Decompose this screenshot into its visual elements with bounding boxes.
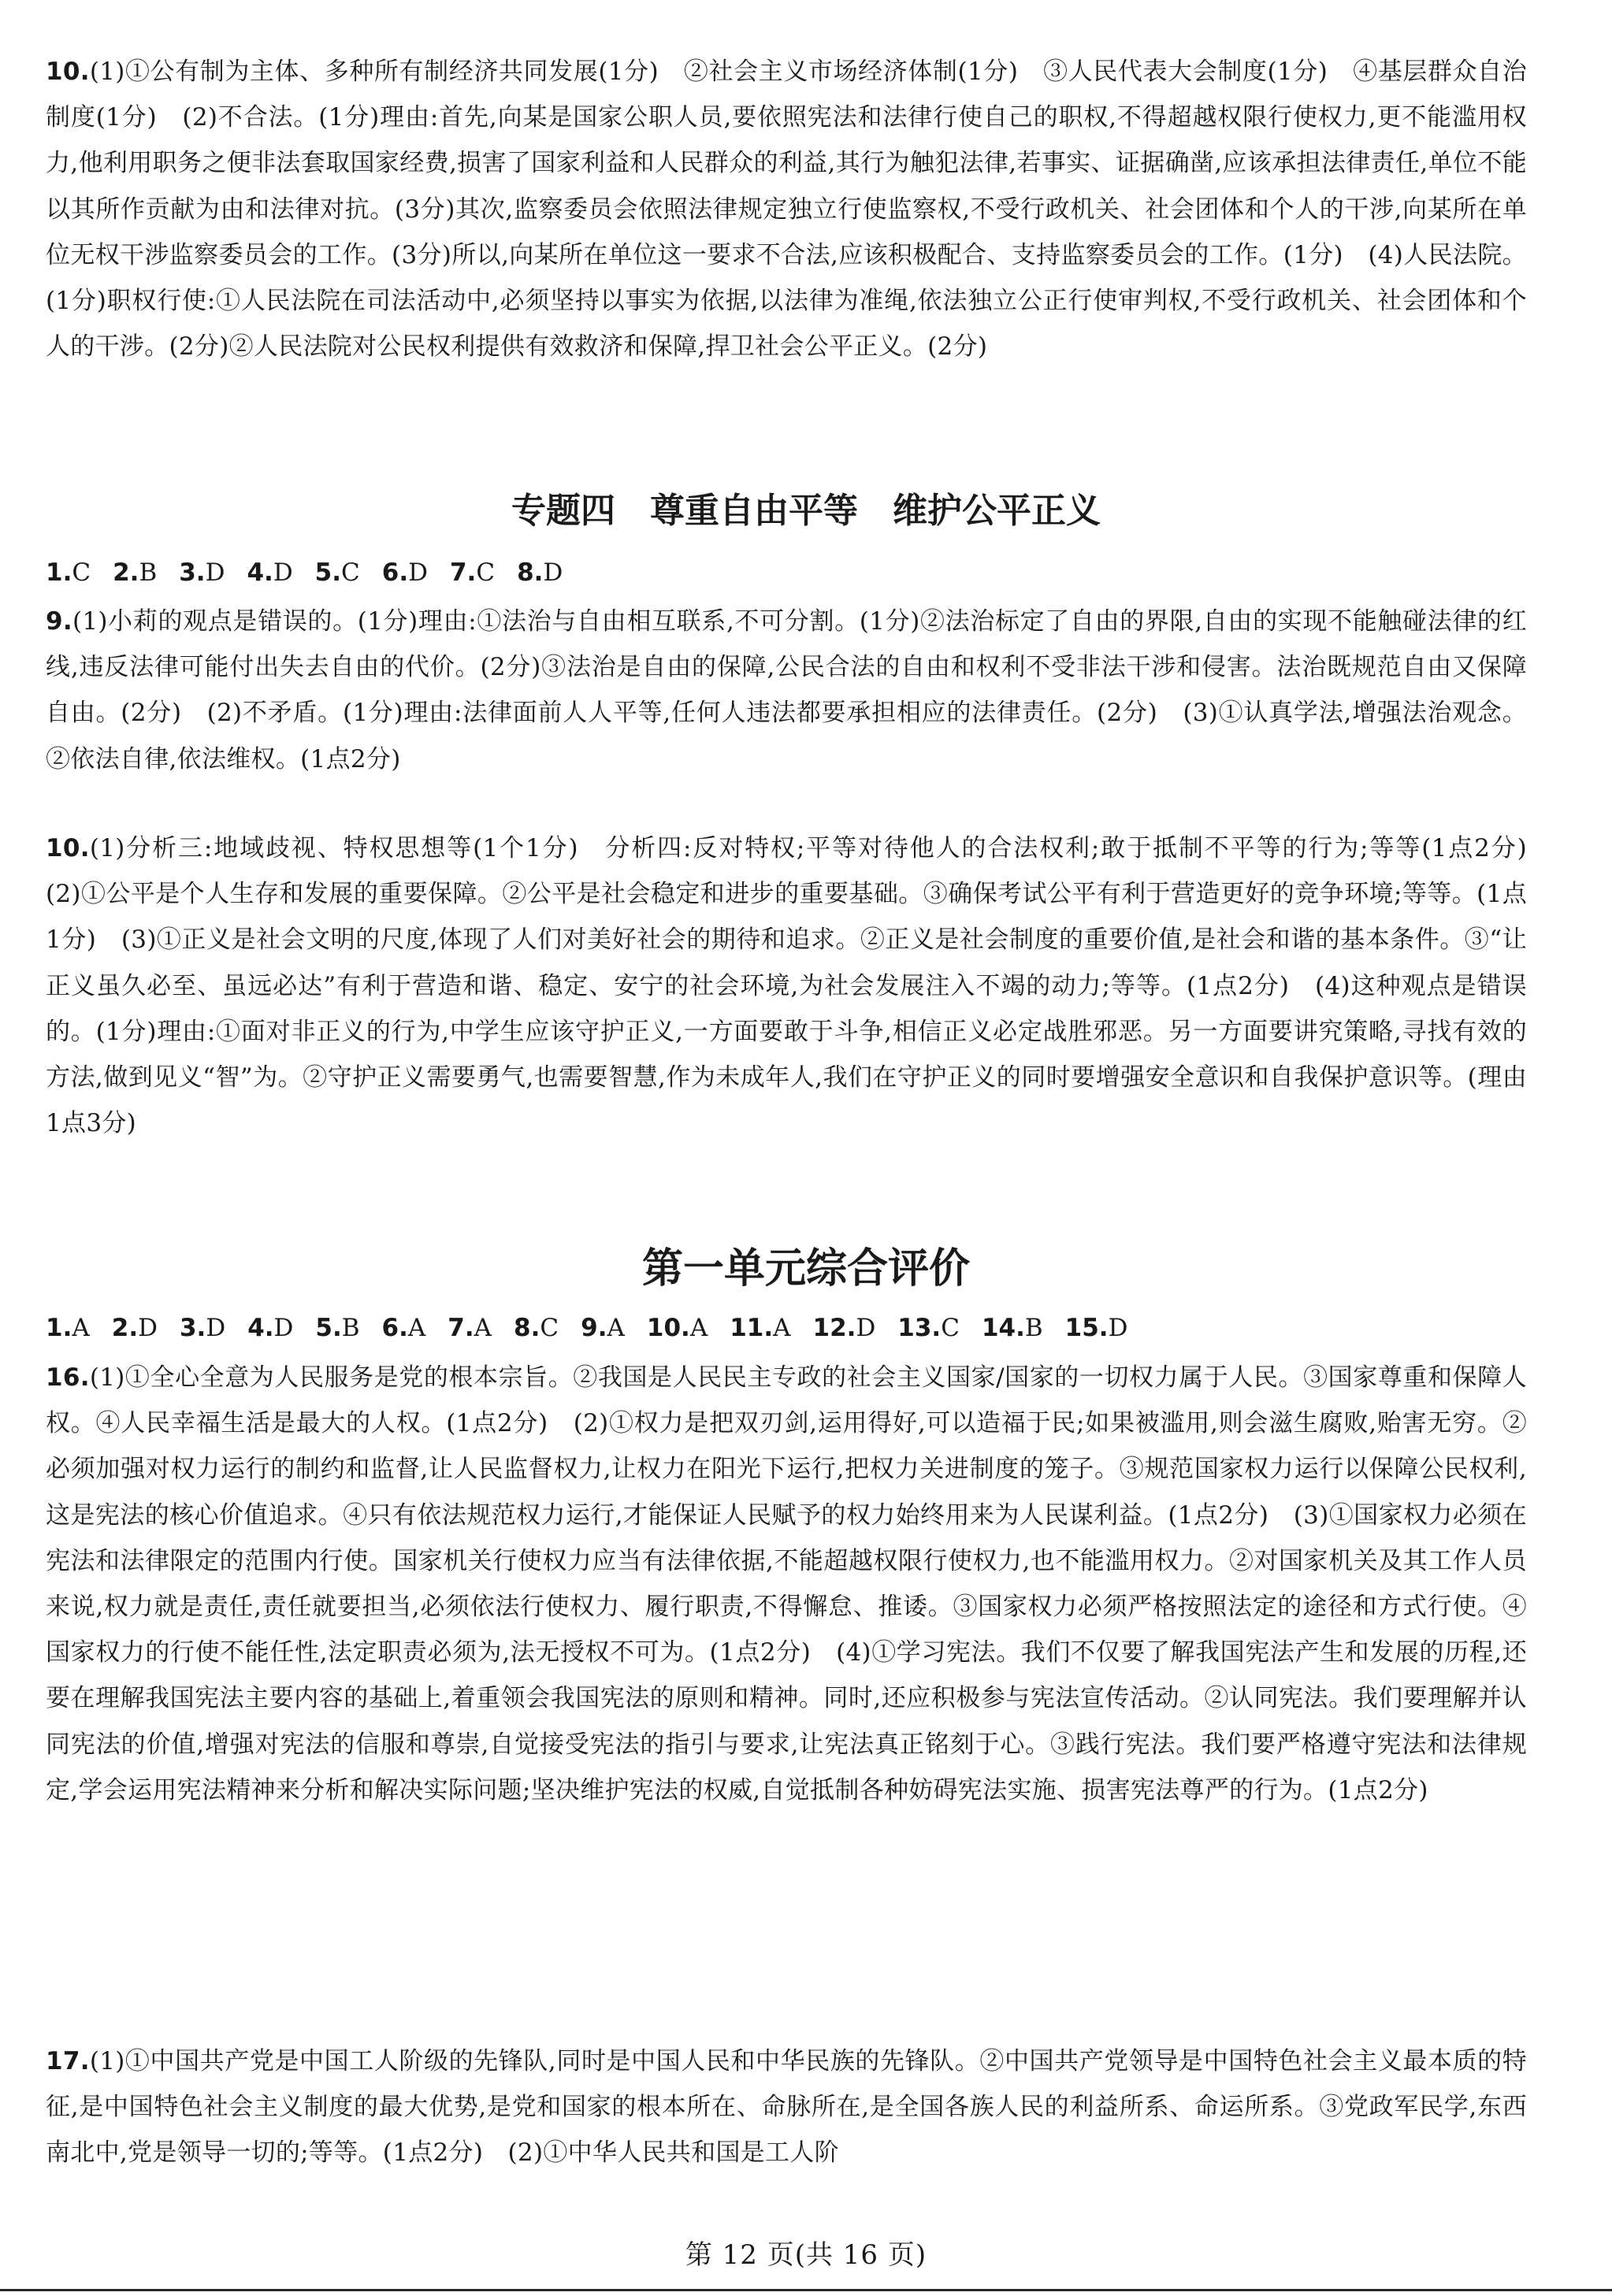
choice-answer-item bbox=[180, 1305, 225, 1351]
choice-answer-letter: D bbox=[856, 1314, 876, 1342]
choice-question-number: 9. bbox=[581, 1314, 607, 1342]
choice-answers-unit1 bbox=[46, 1305, 1527, 1351]
choice-answer-item bbox=[581, 1305, 625, 1351]
choice-answer-letter: D bbox=[273, 1314, 294, 1342]
choice-answer-item bbox=[450, 550, 495, 595]
answer-text: (1)①全心全意为人民服务是党的根本宗旨。②我国是人民民主专政的社会主义国家/国家的一切权力属于人民。③国家尊重和保障人权。④人民幸福生活是最大的人权。(1点2分) (2)①权力是把双刃剑,运用得好,可以造福于民;如果被滥用,则会滋生腐败,贻害无穷。②必须加强对权力运行的制约和监督,让人民监督权力,让权力在阳光下运行,把权力关进制度的笼子。③规范国家权力运行以保障公民权利,这是宪法的核心价值追求。④只有依法规范权力运行,才能保证人民赋予的权力始终用来为人民谋利益。(1点2分) (3)①国家权力必须在宪法和法律限定的范围内行使。国家机关行使权力应当有法律依据,不能超越权限行使权力,也不能滥用权力。②对国家机关及其工作人员来说,权力就是责任,责任就要担当,必须依法行使权力、履行职责,不得懈怠、推诿。③国家权力必须严格按照法定的途径和方式行使。④国家权力的行使不能任性,法定职责必须为,法无授权不可为。(1点2分) (4)①学习宪法。我们不仅要了解我国宪法产生和发展的历程,还要在理解我国宪法主要内容的基础上,着重领会我国宪法的原则和精神。同时,还应积极参与宪法宣传活动。②认同宪法。我们要理解并认同宪法的价值,增强对宪法的信服和尊崇,自觉接受宪法的指引与要求,让宪法真正铭刻于心。③践行宪法。我们要严格遵守宪法和法律规定,学会运用宪法精神来分析和解决实际问题;坚决维护宪法的权威,自觉抵制各种妨碍宪法实施、损害宪法尊严的行为。(1点2分) bbox=[46, 1363, 1527, 1805]
choice-answer-item bbox=[982, 1305, 1043, 1351]
choice-answer-letter: C bbox=[476, 558, 496, 587]
choice-answer-item bbox=[247, 1305, 293, 1351]
choice-answer-item bbox=[517, 550, 563, 595]
choice-question-number: 14. bbox=[981, 1314, 1025, 1342]
choice-answers-topic4 bbox=[46, 550, 1527, 595]
choice-answer-letter: C bbox=[341, 558, 360, 587]
answer-q16 bbox=[46, 1355, 1527, 1813]
choice-question-number: 2. bbox=[113, 558, 139, 587]
choice-answer-item bbox=[46, 550, 91, 595]
choice-answer-letter: D bbox=[138, 1314, 158, 1342]
choice-answer-item bbox=[382, 550, 428, 595]
choice-answer-item bbox=[730, 1305, 790, 1351]
question-number: 10. bbox=[46, 834, 90, 862]
choice-answer-item bbox=[315, 550, 360, 595]
choice-question-number: 7. bbox=[449, 558, 477, 587]
answer-text: (1)分析三:地域歧视、特权思想等(1个1分) 分析四:反对特权;平等对待他人的合法权利;敢于抵制不平等的行为;等等(1点2分) (2)①公平是个人生存和发展的重要保障。②公平是社会稳定和进步的重要基础。③确保考试公平有利于营造更好的竞争环境;等等。(1点1分) (3)①正义是社会文明的尺度,体现了人们对美好社会的期待和追求。②正义是社会制度的重要价值,是社会和谐的基本条件。③“让正义虽久必至、虽远必达”有利于营造和谐、稳定、安宁的社会环境,为社会发展注入不竭的动力;等等。(1点2分) (4)这种观点是错误的。(1分)理由:①面对非正义的行为,中学生应该守护正义,一方面要敢于斗争,相信正义必定战胜邪恶。另一方面要讲究策略,寻找有效的方法,做到见义“智”为。②守护正义需要勇气,也需要智慧,作为未成年人,我们在守护正义的同时要增强安全意识和自我保护意识等。(理由1点3分) bbox=[46, 834, 1552, 1138]
answer-q10-prev bbox=[46, 49, 1527, 369]
choice-answer-letter: C bbox=[72, 558, 91, 587]
choice-answer-item bbox=[315, 1305, 359, 1351]
choice-question-number: 10. bbox=[646, 1314, 690, 1342]
section-title-topic4: 专题四 尊重自由平等 维护公平正义 bbox=[511, 491, 1101, 531]
choice-answer-item bbox=[46, 1305, 90, 1351]
bottom-rule bbox=[0, 2289, 1612, 2291]
choice-answer-item bbox=[112, 1305, 158, 1351]
choice-answer-item bbox=[514, 1305, 559, 1351]
choice-answer-letter: D bbox=[408, 558, 428, 587]
choice-answer-letter: C bbox=[941, 1314, 960, 1342]
choice-answer-letter: B bbox=[1024, 1314, 1043, 1342]
choice-answer-item bbox=[1065, 1305, 1128, 1351]
question-number: 16. bbox=[46, 1363, 90, 1392]
choice-answer-letter: A bbox=[689, 1314, 708, 1342]
choice-answer-letter: C bbox=[540, 1314, 559, 1342]
choice-answer-letter: A bbox=[72, 1314, 90, 1342]
answer-q17 bbox=[46, 2038, 1527, 2176]
choice-answer-item bbox=[247, 550, 292, 595]
choice-question-number: 4. bbox=[247, 558, 273, 587]
page-number: 第 12 页(共 16 页) bbox=[685, 2239, 927, 2271]
choice-question-number: 8. bbox=[517, 558, 544, 587]
choice-question-number: 6. bbox=[381, 558, 409, 587]
choice-question-number: 1. bbox=[46, 1314, 72, 1342]
choice-question-number: 1. bbox=[46, 558, 72, 587]
choice-answer-letter: D bbox=[543, 558, 563, 587]
choice-answer-item bbox=[179, 550, 225, 595]
choice-question-number: 3. bbox=[179, 1314, 206, 1342]
choice-answer-letter: A bbox=[607, 1314, 625, 1342]
choice-question-number: 5. bbox=[315, 1314, 342, 1342]
choice-question-number: 12. bbox=[812, 1314, 856, 1342]
choice-question-number: 6. bbox=[381, 1314, 408, 1342]
choice-answer-item bbox=[897, 1305, 960, 1351]
choice-answer-item bbox=[382, 1305, 426, 1351]
answer-q10 bbox=[46, 825, 1552, 1146]
question-number: 9. bbox=[46, 607, 72, 636]
question-number: 10. bbox=[46, 57, 90, 86]
choice-question-number: 8. bbox=[514, 1314, 540, 1342]
choice-question-number: 5. bbox=[314, 558, 342, 587]
choice-question-number: 13. bbox=[897, 1314, 942, 1342]
answer-q9 bbox=[46, 599, 1527, 782]
choice-question-number: 4. bbox=[247, 1314, 274, 1342]
choice-answer-letter: D bbox=[206, 1314, 226, 1342]
choice-answer-item bbox=[813, 1305, 876, 1351]
choice-answer-letter: B bbox=[139, 558, 158, 587]
choice-answer-letter: B bbox=[341, 1314, 360, 1342]
choice-answer-letter: D bbox=[273, 558, 293, 587]
choice-answer-item bbox=[448, 1305, 492, 1351]
section-title-unit1: 第一单元综合评价 bbox=[641, 1245, 970, 1293]
choice-answer-item bbox=[113, 550, 157, 595]
answer-text: (1)①中国共产党是中国工人阶级的先锋队,同时是中国人民和中华民族的先锋队。②中国共产党领导是中国特色社会主义最本质的特征,是中国特色社会主义制度的最大优势,是党和国家的根本所在、命脉所在,是全国各族人民的利益所系、命运所系。③党政军民学,东西南北中,党是领导一切的;等等。(1点2分) (2)①中华人民共和国是工人阶 bbox=[46, 2047, 1527, 2168]
choice-answer-letter: D bbox=[1108, 1314, 1128, 1342]
choice-answer-letter: A bbox=[773, 1314, 791, 1342]
choice-question-number: 3. bbox=[179, 558, 206, 587]
choice-question-number: 15. bbox=[1064, 1314, 1109, 1342]
choice-answer-letter: A bbox=[407, 1314, 426, 1342]
choice-answer-letter: D bbox=[205, 558, 225, 587]
answer-text: (1)①公有制为主体、多种所有制经济共同发展(1分) ②社会主义市场经济体制(1分) ③人民代表大会制度(1分) ④基层群众自治制度(1分) (2)不合法。(1分)理由:首先,向某是国家公职人员,要依照宪法和法律行使自己的职权,不得超越权限行使权力,更不能滥用权力,他利用职务之便非法套取国家经费,损害了国家利益和人民群众的利益,其行为触犯法律,若事实、证据确凿,应该承担法律责任,单位不能以其所作贡献为由和法律对抗。(3分)其次,监察委员会依照法律规定独立行使监察权,不受行政机关、社会团体和个人的干涉,向某所在单位无权干涉监察委员会的工作。(3分)所以,向某所在单位这一要求不合法,应该积极配合、支持监察委员会的工作。(1分) (4)人民法院。(1分)职权行使:①人民法院在司法活动中,必须坚持以事实为依据,以法律为准绳,依法独立公正行使审判权,不受行政机关、社会团体和个人的干涉。(2分)②人民法院对公民权利提供有效救济和保障,捍卫社会公平正义。(2分) bbox=[46, 57, 1527, 362]
choice-answer-item bbox=[647, 1305, 708, 1351]
question-number: 17. bbox=[46, 2047, 90, 2075]
choice-answer-letter: A bbox=[474, 1314, 492, 1342]
choice-question-number: 11. bbox=[730, 1314, 774, 1342]
choice-question-number: 2. bbox=[111, 1314, 139, 1342]
choice-question-number: 7. bbox=[448, 1314, 474, 1342]
answer-text: (1)小莉的观点是错误的。(1分)理由:①法治与自由相互联系,不可分割。(1分)②法治标定了自由的界限,自由的实现不能触碰法律的红线,违反法律可能付出失去自由的代价。(2分)③法治是自由的保障,公民合法的自由和权利不受非法干涉和侵害。法治既规范自由又保障自由。(2分) (2)不矛盾。(1分)理由:法律面前人人平等,任何人违法都要承担相应的法律责任。(2分) (3)①认真学法,增强法治观念。②依法自律,依法维权。(1点2分) bbox=[46, 607, 1527, 773]
